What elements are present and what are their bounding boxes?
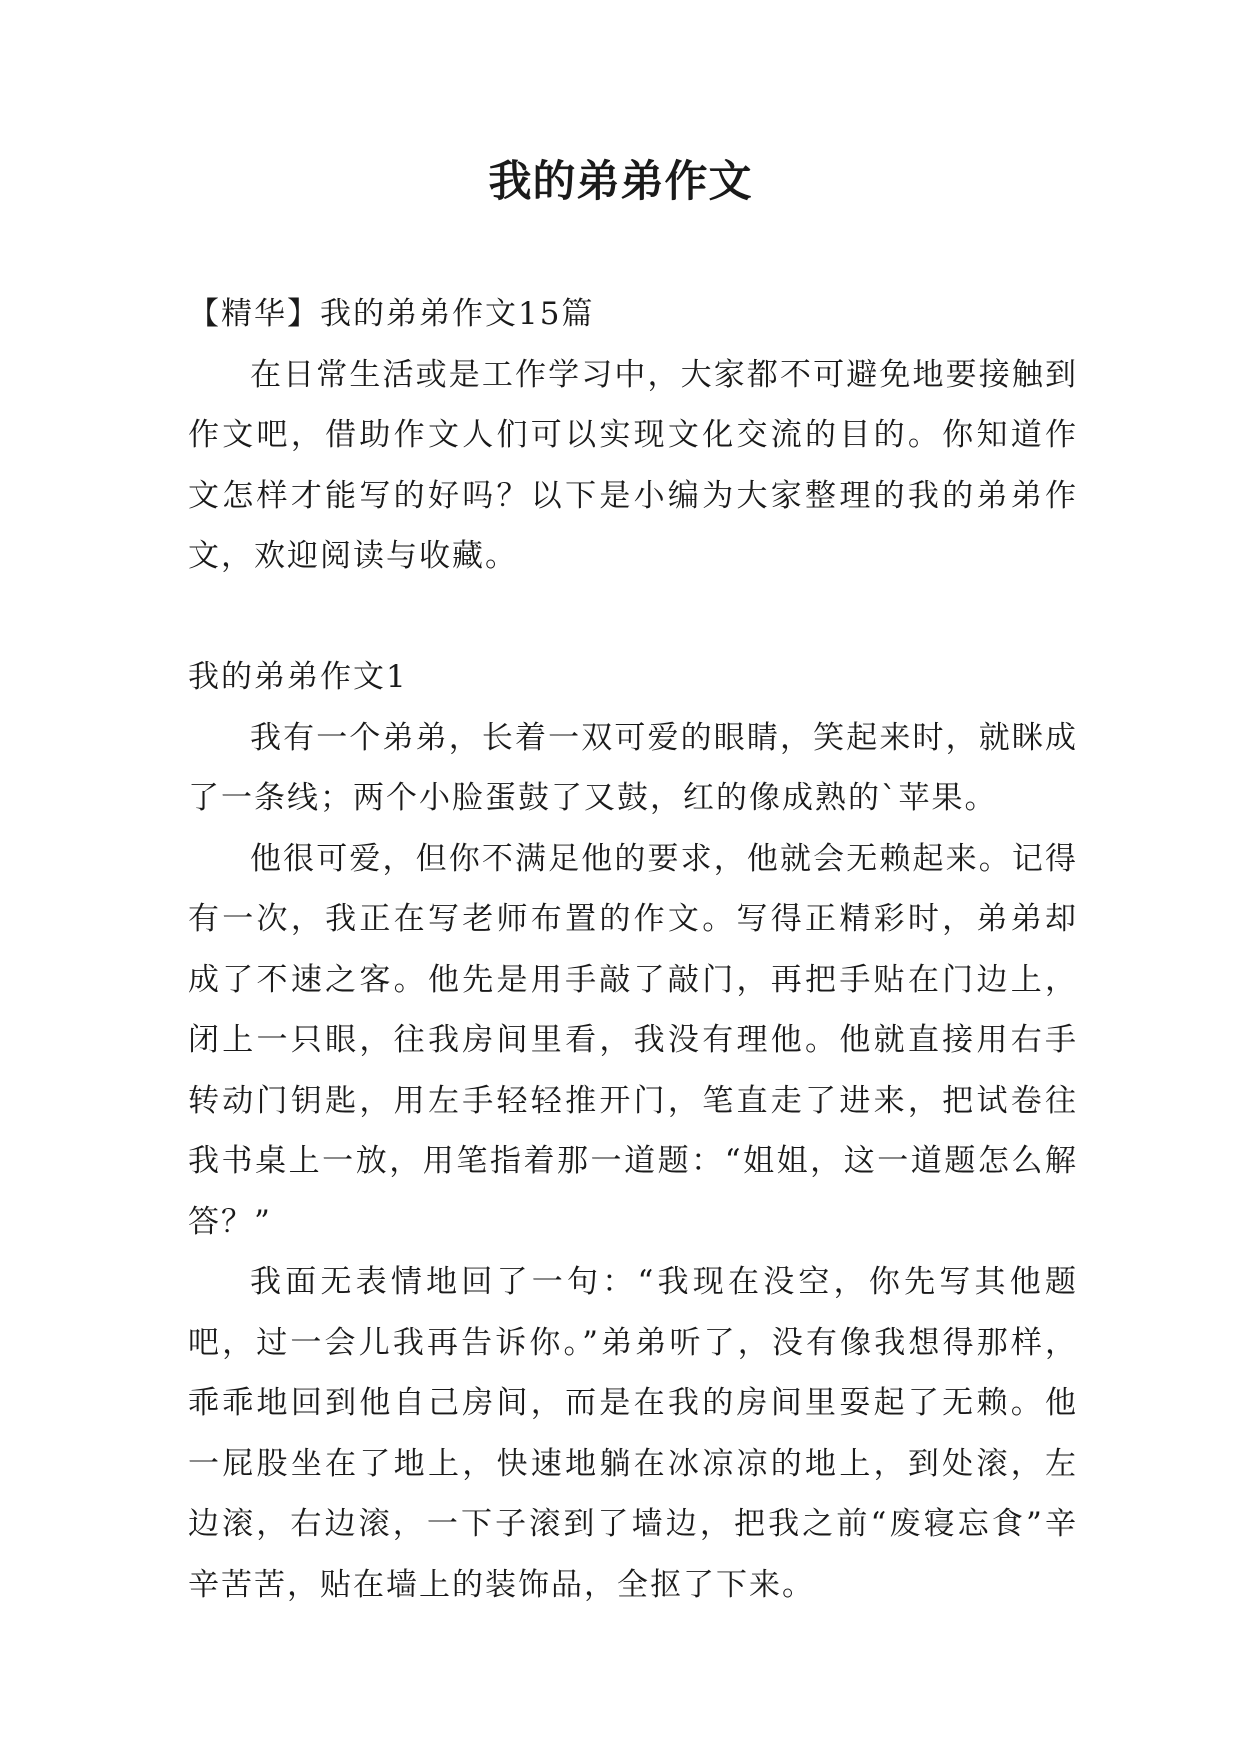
section-heading: 我的弟弟作文1 (188, 659, 408, 695)
body-paragraph: 他很可爱，但你不满足他的要求，他就会无赖起来。记得有一次，我正在写老师布置的作文。写得正精彩时，弟弟却成了不速之客。他先是用手敲了敲门，再把手贴在门边上，闭上一只眼，往我房间里看，我没有理他。他就直接用右手转动门钥匙，用左手轻轻推开门，笔直走了进来，把试卷往我书桌上一放，用笔指着那一道题：“姐姐，这一道题怎么解答？” (188, 840, 1078, 1240)
document-body (188, 284, 1078, 1615)
document-title: 我的弟弟作文 (488, 157, 753, 207)
section-spacer (188, 587, 1078, 648)
document-subtitle: 【精华】我的弟弟作文15篇 (188, 296, 595, 332)
intro-paragraph: 在日常生活或是工作学习中，大家都不可避免地要接触到作文吧，借助作文人们可以实现文化交流的目的。你知道作文怎样才能写的好吗？以下是小编为大家整理的我的弟弟作文，欢迎阅读与收藏。 (188, 356, 1078, 574)
body-paragraph: 我面无表情地回了一句：“我现在没空，你先写其他题吧，过一会儿我再告诉你。”弟弟听了，没有像我想得那样，乖乖地回到他自己房间，而是在我的房间里耍起了无赖。他一屁股坐在了地上，快速地躺在冰凉凉的地上，到处滚，左边滚，右边滚，一下子滚到了墙边，把我之前“废寝忘食”辛辛苦苦，贴在墙上的装饰品，全抠了下来。 (188, 1264, 1078, 1603)
body-paragraph: 我有一个弟弟，长着一双可爱的眼睛，笑起来时，就眯成了一条线；两个小脸蛋鼓了又鼓，红的像成熟的`苹果。 (188, 719, 1078, 816)
